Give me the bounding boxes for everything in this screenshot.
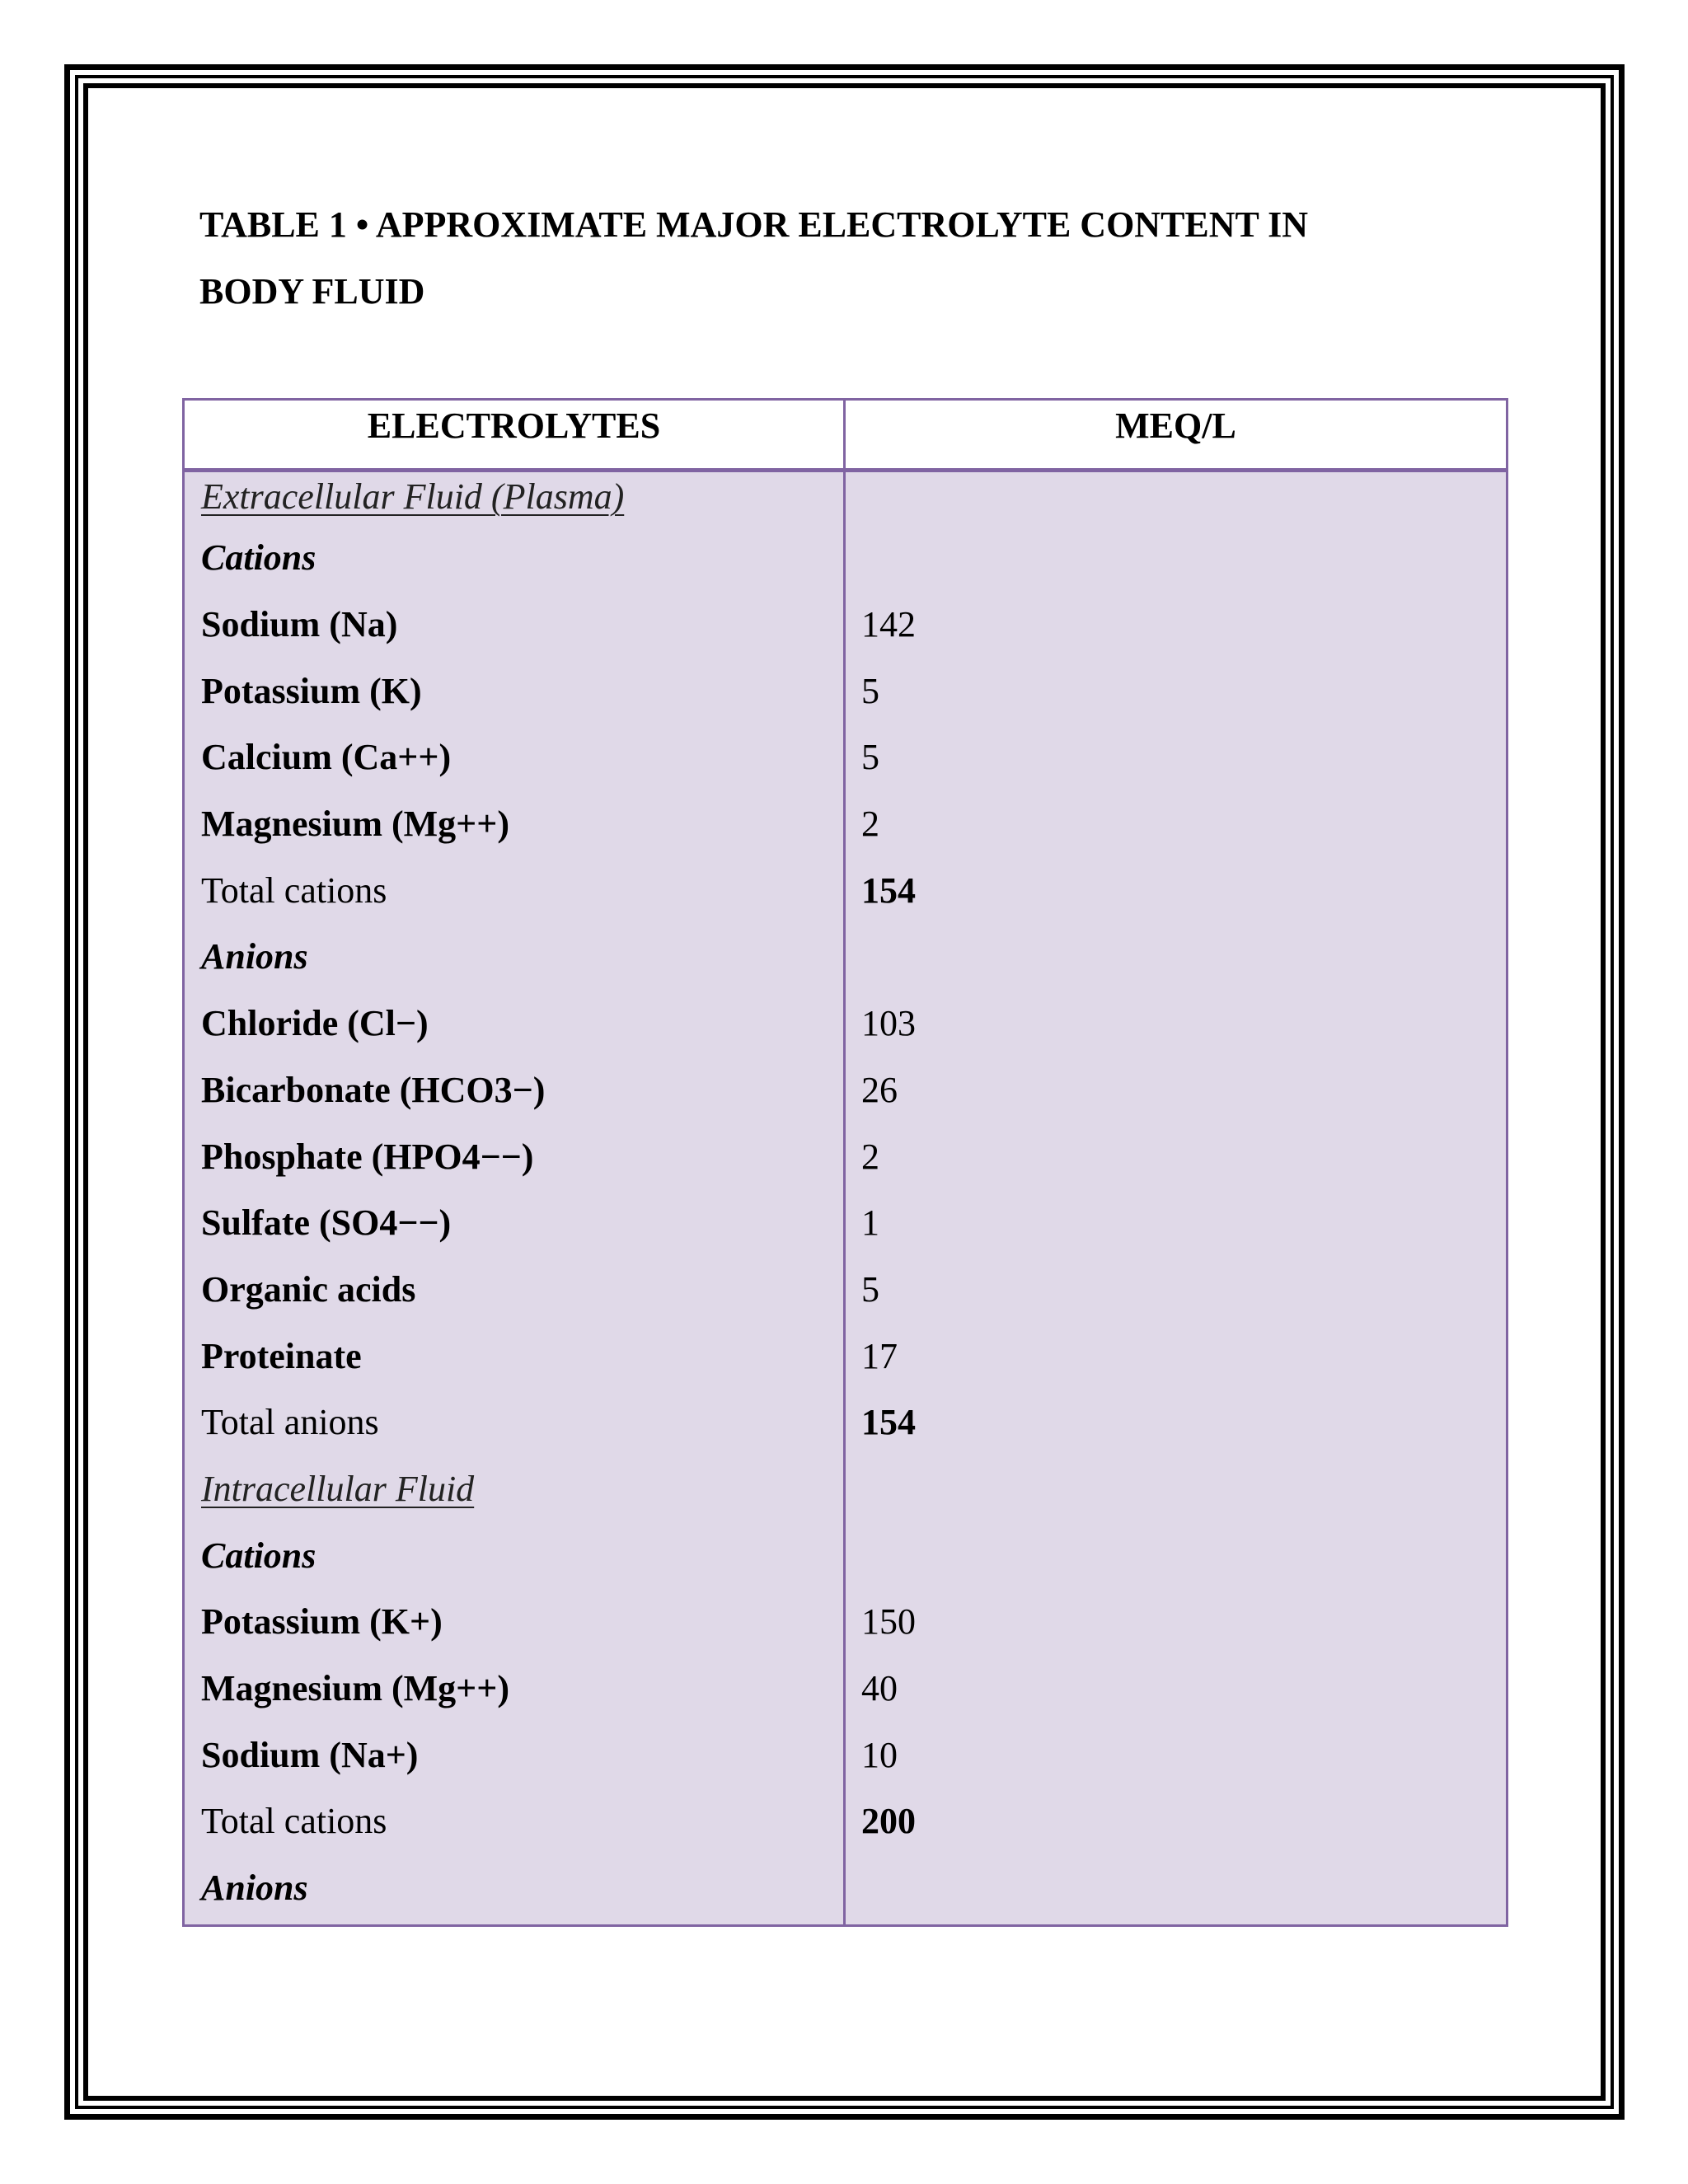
table-row	[184, 791, 1507, 858]
electrolyte-name: Calcium (Ca++)	[201, 737, 452, 778]
row-value-cell	[845, 1855, 1507, 1926]
meql-value: 5	[861, 670, 879, 711]
table-row	[184, 1123, 1507, 1190]
table-row	[184, 1788, 1507, 1855]
table-row	[184, 1257, 1507, 1324]
row-value-cell	[845, 592, 1507, 658]
electrolyte-name: Chloride (Cl−)	[201, 1003, 429, 1044]
row-label-cell	[184, 791, 845, 858]
header-meql: MEQ/L	[845, 400, 1507, 471]
group-heading: Anions	[201, 936, 308, 977]
row-value-cell	[845, 1656, 1507, 1722]
meql-value: 103	[861, 1003, 916, 1044]
row-value-cell	[845, 791, 1507, 858]
row-label-cell	[184, 592, 845, 658]
electrolyte-table	[182, 398, 1508, 1927]
row-value-cell	[845, 658, 1507, 724]
row-value-cell	[845, 1190, 1507, 1257]
row-label-cell	[184, 1722, 845, 1788]
total-label: Total cations	[201, 869, 387, 911]
table-title	[199, 191, 1452, 325]
table-row	[184, 1456, 1507, 1523]
row-value-cell	[845, 1390, 1507, 1456]
table-row	[184, 1390, 1507, 1456]
table-row	[184, 1656, 1507, 1722]
total-value: 200	[861, 1801, 916, 1842]
row-value-cell	[845, 991, 1507, 1057]
row-label-cell	[184, 1190, 845, 1257]
row-label-cell	[184, 471, 845, 526]
electrolyte-name: Sodium (Na)	[201, 604, 398, 645]
row-value-cell	[845, 1257, 1507, 1324]
meql-value: 17	[861, 1335, 898, 1376]
total-label: Total cations	[201, 1801, 387, 1842]
table-row	[184, 525, 1507, 592]
table-row	[184, 1522, 1507, 1589]
row-label-cell	[184, 857, 845, 924]
row-label-cell	[184, 1456, 845, 1523]
electrolyte-name: Proteinate	[201, 1335, 362, 1376]
meql-value: 40	[861, 1668, 898, 1709]
meql-value: 2	[861, 1136, 879, 1177]
table-title-line-1: TABLE 1 • APPROXIMATE MAJOR ELECTROLYTE CONTENT IN	[199, 204, 1308, 245]
row-label-cell	[184, 1057, 845, 1124]
row-value-cell	[845, 1323, 1507, 1390]
meql-value: 1	[861, 1202, 879, 1244]
group-heading: Cations	[201, 1535, 316, 1576]
section-heading: Intracellular Fluid	[201, 1468, 475, 1509]
row-label-cell	[184, 724, 845, 791]
electrolyte-name: Bicarbonate (HCO3−)	[201, 1069, 546, 1110]
table-row	[184, 471, 1507, 526]
group-heading: Anions	[201, 1867, 308, 1908]
row-label-cell	[184, 1323, 845, 1390]
row-value-cell	[845, 525, 1507, 592]
electrolyte-name: Potassium (K)	[201, 670, 422, 711]
electrolyte-name: Magnesium (Mg++)	[201, 1668, 509, 1709]
header-electrolytes: ELECTROLYTES	[184, 400, 845, 471]
electrolyte-name: Magnesium (Mg++)	[201, 804, 509, 845]
table-row	[184, 724, 1507, 791]
row-label-cell	[184, 1788, 845, 1855]
row-value-cell	[845, 1788, 1507, 1855]
row-label-cell	[184, 1855, 845, 1926]
row-label-cell	[184, 1123, 845, 1190]
row-value-cell	[845, 1589, 1507, 1656]
table-header-row	[184, 400, 1507, 471]
table-row	[184, 924, 1507, 991]
table-row	[184, 1190, 1507, 1257]
table-row	[184, 592, 1507, 658]
electrolyte-name: Sodium (Na+)	[201, 1734, 419, 1775]
row-label-cell	[184, 1589, 845, 1656]
row-value-cell	[845, 1456, 1507, 1523]
table-row	[184, 658, 1507, 724]
meql-value: 142	[861, 604, 916, 645]
row-value-cell	[845, 1722, 1507, 1788]
row-value-cell	[845, 1522, 1507, 1589]
row-label-cell	[184, 1656, 845, 1722]
electrolyte-name: Potassium (K+)	[201, 1601, 443, 1643]
group-heading: Cations	[201, 537, 316, 579]
row-label-cell	[184, 1390, 845, 1456]
table-row	[184, 1589, 1507, 1656]
row-value-cell	[845, 471, 1507, 526]
electrolyte-name: Phosphate (HPO4−−)	[201, 1136, 534, 1177]
row-label-cell	[184, 924, 845, 991]
section-heading: Extracellular Fluid (Plasma)	[201, 476, 625, 517]
row-value-cell	[845, 857, 1507, 924]
table-row	[184, 1855, 1507, 1926]
row-value-cell	[845, 1123, 1507, 1190]
table-row	[184, 1057, 1507, 1124]
row-value-cell	[845, 1057, 1507, 1124]
row-label-cell	[184, 991, 845, 1057]
row-label-cell	[184, 525, 845, 592]
table-title-line-2: BODY FLUID	[199, 271, 425, 312]
table-body	[184, 471, 1507, 1926]
meql-value: 150	[861, 1601, 916, 1643]
row-label-cell	[184, 1257, 845, 1324]
table-row	[184, 1323, 1507, 1390]
electrolyte-name: Sulfate (SO4−−)	[201, 1202, 452, 1244]
row-label-cell	[184, 1522, 845, 1589]
meql-value: 5	[861, 737, 879, 778]
table-row	[184, 991, 1507, 1057]
meql-value: 10	[861, 1734, 898, 1775]
row-label-cell	[184, 658, 845, 724]
meql-value: 26	[861, 1069, 898, 1110]
meql-value: 2	[861, 804, 879, 845]
meql-value: 5	[861, 1268, 879, 1310]
table-row	[184, 1722, 1507, 1788]
total-label: Total anions	[201, 1402, 379, 1443]
total-value: 154	[861, 869, 916, 911]
electrolyte-name: Organic acids	[201, 1268, 416, 1310]
total-value: 154	[861, 1402, 916, 1443]
row-value-cell	[845, 724, 1507, 791]
row-value-cell	[845, 924, 1507, 991]
table-row	[184, 857, 1507, 924]
